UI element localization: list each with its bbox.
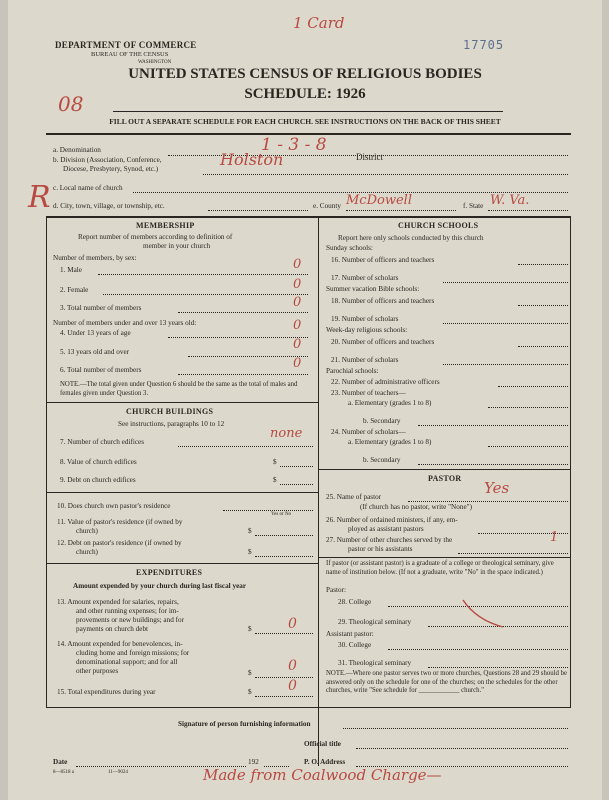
q2-label: 2. Female: [60, 286, 89, 294]
q13-label: 13. Amount expended for salaries, repairs,: [57, 598, 179, 606]
q7-label: 7. Number of church edifices: [60, 438, 145, 446]
q23a-label: a. Elementary (grades 1 to 8): [348, 399, 432, 407]
q22-label: 22. Number of administrative officers: [331, 378, 440, 386]
q13-label-2: and other running expenses; for im-: [76, 607, 179, 615]
po-address-label: P. O. Address: [304, 758, 346, 766]
form-number-2: 11—9024: [108, 770, 128, 775]
q19-label: 19. Number of scholars: [331, 315, 399, 323]
state-value: W. Va.: [490, 193, 530, 208]
q11-label-2: church): [76, 527, 98, 535]
denomination-value: 1 - 3 - 8: [261, 135, 327, 155]
q18-label: 18. Number of officers and teachers: [331, 297, 435, 305]
q3-label: 3. Total number of members: [60, 304, 142, 312]
handwritten-card-note: 1 Card: [293, 14, 345, 32]
q3-value: 0: [293, 295, 302, 310]
department-label: DEPARTMENT OF COMMERCE: [55, 40, 197, 50]
county-label: e. County: [313, 202, 341, 210]
handwritten-check-icon: [458, 595, 508, 630]
handwritten-bottom-note: Made from Coalwood Charge—: [203, 766, 442, 784]
q26-label: 26. Number of ordained ministers, if any, em-: [326, 516, 458, 524]
form-title: UNITED STATES CENSUS OF RELIGIOUS BODIES: [128, 66, 482, 82]
q11-label: 11. Value of pastor's residence (if owned by: [57, 518, 183, 526]
census-form: [8, 0, 602, 800]
q10-label: 10. Does church own pastor's residence: [57, 502, 171, 510]
members-by-age-label: Number of members under and over 13 years old:: [53, 319, 197, 327]
summer-label: Summer vacation Bible schools:: [326, 285, 420, 293]
q12-dollar: $: [248, 548, 252, 556]
q28-label: 28. College: [338, 598, 372, 606]
q1-value: 0: [293, 257, 302, 272]
q13-dollar: $: [248, 625, 252, 633]
q13-label-3: provements or new buildings; and for: [76, 616, 184, 624]
q13-label-4: payments on church debt: [76, 625, 149, 633]
q14-label-3: denominational support; and for all: [76, 658, 178, 666]
q4-value: 0: [293, 318, 302, 333]
weekday-label: Week-day religious schools:: [326, 326, 408, 334]
denomination-label: a. Denomination: [53, 146, 101, 154]
q24b-label: b. Secondary: [363, 456, 401, 464]
q27-value: 1: [550, 530, 559, 545]
serial-number: 17705: [463, 38, 505, 52]
q9-dollar: $: [273, 476, 277, 484]
q24a-label: a. Elementary (grades 1 to 8): [348, 438, 432, 446]
q27-label-2: pastor or his assistants: [348, 545, 413, 553]
q2-value: 0: [293, 277, 302, 292]
q11-dollar: $: [248, 527, 252, 535]
church-name-label: c. Local name of church: [53, 184, 123, 192]
parochial-label: Parochial schools:: [326, 367, 379, 375]
q1-label: 1. Male: [60, 266, 82, 274]
handwritten-r-mark: R: [28, 180, 51, 215]
year-label: 192: [248, 758, 259, 766]
schedule-title: SCHEDULE: 1926: [244, 86, 366, 102]
city-label: d. City, town, village, or township, etc.: [53, 202, 165, 210]
expenditures-sub: Amount expended by your church during last fiscal year: [73, 582, 247, 590]
q8-dollar: $: [273, 458, 277, 466]
q13-value: 0: [288, 616, 297, 632]
q6-value: 0: [293, 356, 302, 371]
district-label: District: [356, 152, 383, 162]
q12-label: 12. Debt on pastor's residence (if owned by: [57, 539, 182, 547]
q31-label: 31. Theological seminary: [338, 659, 412, 667]
expenditures-heading: EXPENDITURES: [136, 568, 203, 577]
pastor-sublabel: Pastor:: [326, 586, 346, 594]
q14-label-4: other purposes: [76, 667, 119, 675]
yes-no-hint: Yes or No: [271, 512, 292, 517]
membership-sub2: member in your church: [143, 242, 211, 250]
q16-label: 16. Number of officers and teachers: [331, 256, 435, 264]
q25-value: Yes: [484, 479, 510, 497]
division-label-2: Diocese, Presbytery, Synod, etc.): [63, 165, 159, 173]
q15-value: 0: [288, 678, 297, 694]
graduate-note: If pastor (or assistant pastor) is a graduate of a college or theological seminary, give name of institution below. (If not a graduate, write "No" in the space indicated.): [326, 560, 554, 576]
sunday-label: Sunday schools:: [326, 244, 373, 252]
assistant-pastor-label: Assistant pastor:: [326, 630, 374, 638]
q26-label-2: ployed as assistant pastors: [348, 525, 424, 533]
q15-label: 15. Total expenditures during year: [57, 688, 156, 696]
q25-hint: (If church has no pastor, write "None"): [360, 503, 472, 511]
schools-sub: Report here only schools conducted by this church: [338, 234, 484, 242]
q17-label: 17. Number of scholars: [331, 274, 399, 282]
instructions-line: FILL OUT A SEPARATE SCHEDULE FOR EACH CHURCH. SEE INSTRUCTIONS ON THE BACK OF THIS SHEET: [109, 117, 501, 126]
q30-label: 30. College: [338, 641, 372, 649]
buildings-heading: CHURCH BUILDINGS: [126, 407, 214, 416]
q21-label: 21. Number of scholars: [331, 356, 399, 364]
q14-value: 0: [288, 658, 297, 674]
pastor-heading: PASTOR: [428, 474, 462, 483]
q14-dollar: $: [248, 669, 252, 677]
membership-heading: MEMBERSHIP: [136, 221, 195, 230]
q8-label: 8. Value of church edifices: [60, 458, 137, 466]
q14-label-2: cluding home and foreign missions; for: [76, 649, 190, 657]
handwritten-code: 08: [58, 92, 84, 116]
division-label: b. Division (Association, Conference,: [53, 156, 162, 164]
q5-value: 0: [293, 337, 302, 352]
membership-note: NOTE.—The total given under Question 6 should be the same as the total of males and females given under Question 3.: [60, 381, 298, 397]
official-title-label: Official title: [304, 740, 341, 748]
buildings-sub: See instructions, paragraphs 10 to 12: [118, 420, 225, 428]
q29-label: 29. Theological seminary: [338, 618, 412, 626]
q9-label: 9. Debt on church edifices: [60, 476, 136, 484]
schools-heading: CHURCH SCHOOLS: [398, 221, 479, 230]
q25-label: 25. Name of pastor: [326, 493, 382, 501]
q23-label: 23. Number of teachers—: [331, 389, 406, 397]
q14-label: 14. Amount expended for benevolences, in-: [57, 640, 183, 648]
q20-label: 20. Number of officers and teachers: [331, 338, 435, 346]
q5-label: 5. 13 years old and over: [60, 348, 130, 356]
date-label: Date: [53, 758, 68, 766]
bureau-label: BUREAU OF THE CENSUS: [91, 51, 169, 58]
signature-label: Signature of person furnishing information: [178, 720, 311, 728]
q7-value: none: [270, 426, 303, 441]
q24-label: 24. Number of scholars—: [331, 428, 406, 436]
q15-dollar: $: [248, 688, 252, 696]
division-value: Holston: [220, 150, 284, 169]
q6-label: 6. Total number of members: [60, 366, 142, 374]
washington-label: WASHINGTON: [138, 60, 172, 65]
pastor-note: NOTE.—Where one pastor serves two or more churches, Questions 28 and 29 should be answered only on the schedule for one of the churches; on the schedules for the other churches, write "See schedule for ____________ church.": [326, 670, 568, 694]
q4-label: 4. Under 13 years of age: [60, 329, 131, 337]
form-number: 8—8518 a: [53, 770, 74, 775]
state-label: f. State: [463, 202, 484, 210]
q12-label-2: church): [76, 548, 98, 556]
county-value: McDowell: [346, 193, 412, 208]
membership-sub1: Report number of members according to definition of: [78, 233, 233, 241]
q23b-label: b. Secondary: [363, 417, 401, 425]
q27-label: 27. Number of other churches served by the: [326, 536, 453, 544]
members-by-sex-label: Number of members, by sex:: [53, 254, 137, 262]
